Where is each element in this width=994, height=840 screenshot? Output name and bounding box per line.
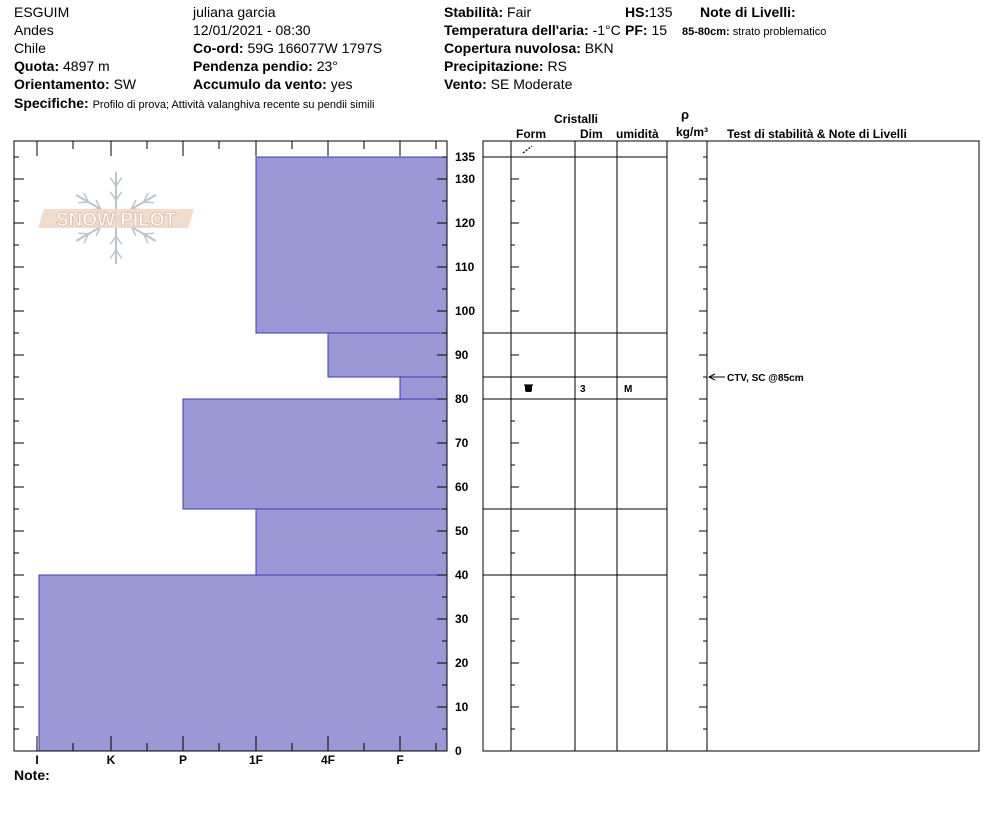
hardness-bar (39, 575, 447, 751)
orientamento-value: SW (113, 76, 137, 92)
note-livelli-range: 85-80cm: (682, 26, 730, 38)
height-tick-label: 60 (455, 480, 469, 494)
pendenza-value: 23° (316, 58, 338, 74)
layers-table-grid (483, 141, 707, 751)
hardness-bar (256, 509, 447, 575)
layers-table-frame (483, 141, 979, 751)
vento-value: SE Moderate (490, 76, 573, 92)
umidita-header: umidità (616, 127, 659, 141)
accumulo-label: Accumulo da vento: (193, 76, 327, 92)
height-tick-label: 80 (455, 392, 469, 406)
bucket-icon (525, 385, 532, 392)
height-tick-label: 90 (455, 348, 469, 362)
observer-name: juliana garcia (193, 4, 276, 20)
cristalli-header: Cristalli (554, 112, 599, 126)
hardness-tick-label: 1F (248, 753, 264, 767)
stability-header: Test di stabilità & Note di Livelli (727, 127, 907, 141)
height-tick-label: 0 (455, 744, 462, 758)
snowpilot-logo (38, 172, 194, 264)
snowflake-branch (144, 233, 154, 234)
layer-dim: 3 (580, 384, 586, 395)
hardness-bar (328, 333, 447, 377)
hardness-bar (256, 157, 447, 333)
vento-label: Vento: (444, 76, 487, 92)
hardness-tick-label: K (106, 753, 116, 767)
stability-test-text: CTV, SC @85cm (727, 373, 804, 384)
hs-label: HS: (625, 4, 650, 20)
note-livelli-label: Note di Livelli: (700, 4, 796, 20)
location-name: ESGUIM (14, 4, 70, 20)
accumulo-value: yes (330, 76, 353, 92)
slash-icon (523, 146, 532, 153)
precipitazione-value: RS (547, 58, 567, 74)
height-tick-label: 20 (455, 656, 469, 670)
temperatura-value: -1°C (592, 22, 621, 38)
note-livelli-text: strato problematico (732, 26, 827, 38)
logo-text: SNOW PILOT (55, 210, 177, 231)
coord-value: 59G 166077W 1797S (247, 40, 383, 56)
quota-label: Quota: (14, 58, 60, 74)
coord-label: Co-ord: (193, 40, 244, 56)
copertura-label: Copertura nuvolosa: (444, 40, 581, 56)
hardness-profile (39, 157, 447, 751)
height-tick-label: 10 (455, 700, 469, 714)
hardness-tick-label: F (396, 753, 404, 767)
snowflake-branch (78, 233, 88, 234)
layer-umidita: M (624, 384, 633, 395)
precipitazione-label: Precipitazione: (444, 58, 544, 74)
quota-value: 4897 m (63, 58, 110, 74)
form-header: Form (516, 127, 546, 141)
layer-details (523, 146, 632, 395)
height-tick-label: 135 (455, 150, 476, 164)
dim-header: Dim (580, 127, 603, 141)
pf-label: PF: (625, 22, 648, 38)
density-unit-header: kg/m³ (676, 125, 709, 139)
height-tick-label: 130 (455, 172, 476, 186)
hardness-tick-label: I (35, 753, 39, 767)
snowflake-branch (78, 202, 88, 203)
hardness-tick-label: 4F (320, 753, 336, 767)
height-tick-label: 50 (455, 524, 469, 538)
snowflake-branch (144, 202, 154, 203)
height-tick-label: 100 (455, 304, 476, 318)
temperatura-label: Temperatura dell'aria: (444, 22, 589, 38)
observation-datetime: 12/01/2021 - 08:30 (193, 22, 311, 38)
hardness-bar (183, 399, 447, 509)
range-name: Andes (14, 22, 54, 38)
rho-header: ρ (681, 107, 690, 122)
hs-value: 135 (649, 4, 673, 20)
specifiche-label: Specifiche: (14, 95, 89, 111)
pendenza-label: Pendenza pendio: (193, 58, 313, 74)
stability-tests (709, 373, 804, 384)
stabilita-value: Fair (507, 4, 532, 20)
height-tick-label: 110 (455, 260, 475, 274)
height-tick-label: 70 (455, 436, 469, 450)
orientamento-label: Orientamento: (14, 76, 110, 92)
height-tick-label: 30 (455, 612, 469, 626)
pf-value: 15 (651, 22, 668, 38)
hardness-bar (400, 377, 447, 399)
specifiche-value: Profilo di prova; Attività valanghiva recente su pendii simili (92, 99, 375, 111)
hardness-tick-label: P (178, 753, 188, 767)
country-name: Chile (14, 40, 46, 56)
stabilita-label: Stabilità: (444, 4, 504, 20)
height-tick-label: 120 (455, 216, 476, 230)
height-tick-label: 40 (455, 568, 469, 582)
copertura-value: BKN (584, 40, 614, 56)
note-label: Note: (14, 767, 50, 783)
